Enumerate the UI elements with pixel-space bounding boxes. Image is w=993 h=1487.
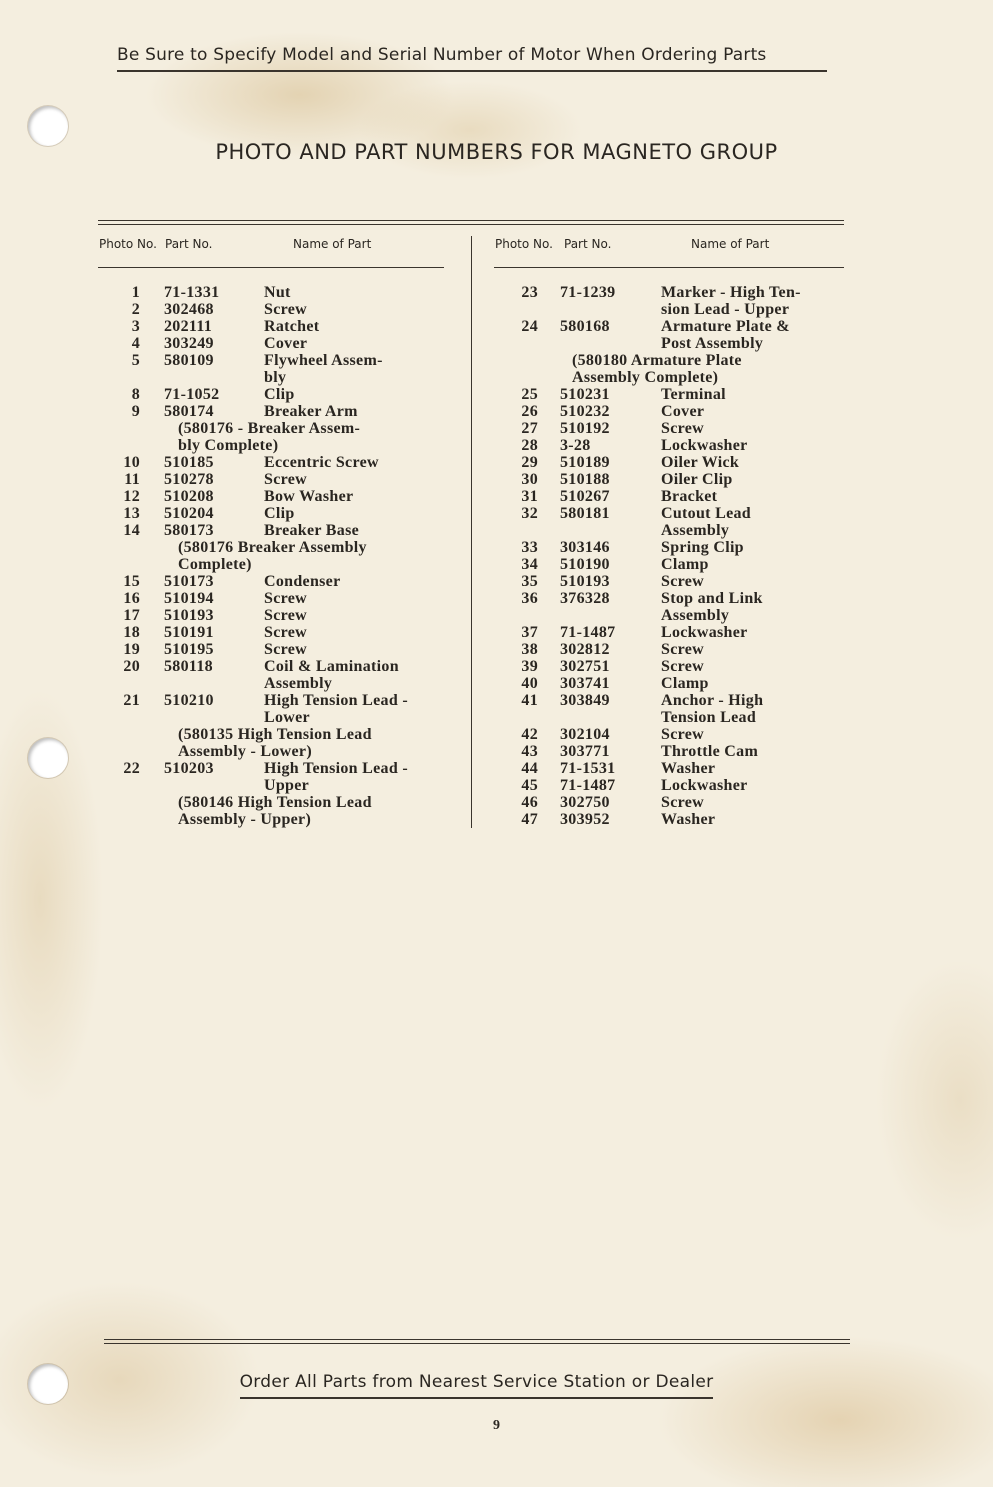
assembly-note: Assembly Complete): [572, 369, 719, 386]
part-name: Clip: [264, 386, 295, 403]
table-row: [494, 556, 854, 573]
part-name: Screw: [661, 658, 704, 675]
part-name: Stop and Link: [661, 590, 763, 607]
part-name: Flywheel Assem-: [264, 352, 383, 369]
photo-number: 45: [521, 777, 538, 794]
part-name: Anchor - High: [661, 692, 764, 709]
part-number: 510208: [164, 488, 214, 505]
photo-number: 15: [123, 573, 140, 590]
table-row: [494, 284, 854, 301]
part-number: 510195: [164, 641, 214, 658]
table-row: [494, 590, 854, 607]
part-name: Tension Lead: [661, 709, 757, 726]
part-number: 510185: [164, 454, 214, 471]
assembly-note: (580135 High Tension Lead: [178, 726, 372, 743]
table-row: [98, 573, 458, 590]
table-row: [98, 794, 458, 811]
photo-number: 41: [521, 692, 538, 709]
part-number: 303849: [560, 692, 610, 709]
part-name: Breaker Arm: [264, 403, 358, 420]
table-row: [98, 556, 458, 573]
photo-number: 23: [521, 284, 538, 301]
part-number: 580173: [164, 522, 214, 539]
table-row: [98, 318, 458, 335]
table-row: [98, 522, 458, 539]
col-header-photo-no: Photo No.: [99, 237, 157, 251]
part-name: Ratchet: [264, 318, 320, 335]
table-row: [494, 692, 854, 709]
table-row: [98, 726, 458, 743]
part-name: Spring Clip: [661, 539, 744, 556]
table-row: [98, 369, 458, 386]
part-name: Screw: [264, 590, 307, 607]
photo-number: 47: [521, 811, 538, 828]
photo-number: 8: [131, 386, 140, 403]
table-row: [98, 658, 458, 675]
part-number: 510278: [164, 471, 214, 488]
part-number: 303741: [560, 675, 610, 692]
part-number: 303249: [164, 335, 214, 352]
part-name: sion Lead - Upper: [661, 301, 790, 318]
table-row: [98, 437, 458, 454]
table-row: [98, 624, 458, 641]
part-name: Cover: [661, 403, 705, 420]
binder-hole: [28, 738, 68, 778]
table-row: [98, 709, 458, 726]
photo-number: 22: [123, 760, 140, 777]
table-row: [494, 352, 854, 369]
part-name: Screw: [661, 794, 704, 811]
table-row: [494, 420, 854, 437]
part-number: 71-1052: [164, 386, 220, 403]
part-name: Breaker Base: [264, 522, 359, 539]
part-number: 302751: [560, 658, 610, 675]
table-row: [494, 743, 854, 760]
photo-number: 40: [521, 675, 538, 692]
part-number: 510231: [560, 386, 610, 403]
part-number: 302104: [560, 726, 610, 743]
part-number: 302468: [164, 301, 214, 318]
photo-number: 44: [521, 760, 538, 777]
part-number: 302750: [560, 794, 610, 811]
part-name: Screw: [661, 573, 704, 590]
part-number: 376328: [560, 590, 610, 607]
part-name: Screw: [264, 301, 307, 318]
part-number: 71-1487: [560, 777, 616, 794]
part-name: High Tension Lead -: [264, 692, 408, 709]
table-row: [98, 284, 458, 301]
part-name: Cutout Lead: [661, 505, 751, 522]
part-name: Washer: [661, 811, 716, 828]
photo-number: 31: [521, 488, 538, 505]
part-name: Armature Plate &: [661, 318, 790, 335]
divider-rule: [104, 1343, 850, 1344]
table-row: [494, 573, 854, 590]
part-name: Assembly: [661, 607, 730, 624]
footer-note: [0, 1372, 993, 1392]
table-row: [98, 488, 458, 505]
part-name: Lower: [264, 709, 310, 726]
table-row: [98, 420, 458, 437]
table-row: [494, 624, 854, 641]
part-number: 580174: [164, 403, 214, 420]
divider-rule: [98, 224, 844, 225]
part-number: 510173: [164, 573, 214, 590]
assembly-note: (580146 High Tension Lead: [178, 794, 372, 811]
photo-number: 14: [123, 522, 140, 539]
assembly-note: Assembly - Upper): [178, 811, 312, 828]
table-row: [494, 403, 854, 420]
part-name: Post Assembly: [661, 335, 764, 352]
part-name: Clamp: [661, 675, 709, 692]
photo-number: 28: [521, 437, 538, 454]
part-name: Nut: [264, 284, 291, 301]
part-number: 580109: [164, 352, 214, 369]
part-name: Screw: [661, 641, 704, 658]
part-number: 580181: [560, 505, 610, 522]
table-row: [98, 335, 458, 352]
table-row: [494, 777, 854, 794]
photo-number: 10: [123, 454, 140, 471]
photo-number: 13: [123, 505, 140, 522]
divider-rule: [98, 220, 844, 221]
photo-number: 26: [521, 403, 538, 420]
part-number: 71-1531: [560, 760, 616, 777]
part-number: 510188: [560, 471, 610, 488]
part-number: 580168: [560, 318, 610, 335]
photo-number: 18: [123, 624, 140, 641]
part-name: Terminal: [661, 386, 726, 403]
part-number: 3-28: [560, 437, 591, 454]
page-title: PHOTO AND PART NUMBERS FOR MAGNETO GROUP: [215, 140, 778, 164]
table-row: [98, 692, 458, 709]
photo-number: 21: [123, 692, 140, 709]
photo-number: 37: [521, 624, 538, 641]
photo-number: 32: [521, 505, 538, 522]
photo-number: 12: [123, 488, 140, 505]
table-row: [98, 777, 458, 794]
table-row: [494, 811, 854, 828]
photo-number: 27: [521, 420, 538, 437]
table-row: [494, 658, 854, 675]
table-row: [98, 454, 458, 471]
table-row: [494, 454, 854, 471]
part-number: 303952: [560, 811, 610, 828]
part-number: 202111: [164, 318, 213, 335]
photo-number: 11: [124, 471, 140, 488]
divider-rule: [104, 1339, 850, 1340]
table-row: [98, 607, 458, 624]
photo-number: 2: [131, 301, 140, 318]
table-row: [494, 607, 854, 624]
photo-number: 34: [521, 556, 538, 573]
table-row: [98, 675, 458, 692]
photo-number: 39: [521, 658, 538, 675]
photo-number: 35: [521, 573, 538, 590]
table-row: [98, 386, 458, 403]
col-header-name: Name of Part: [293, 237, 372, 251]
part-name: Assembly: [264, 675, 333, 692]
part-number: 510204: [164, 505, 214, 522]
photo-number: 43: [521, 743, 538, 760]
assembly-note: (580180 Armature Plate: [572, 352, 742, 369]
part-number: 510210: [164, 692, 214, 709]
photo-number: 29: [521, 454, 538, 471]
part-name: Lockwasher: [661, 777, 748, 794]
photo-number: 5: [131, 352, 140, 369]
part-name: Oiler Clip: [661, 471, 733, 488]
photo-number: 46: [521, 794, 538, 811]
assembly-note: Assembly - Lower): [178, 743, 312, 760]
table-row: [494, 709, 854, 726]
col-header-part-no: Part No.: [564, 237, 612, 251]
table-row: [98, 505, 458, 522]
part-number: 510194: [164, 590, 214, 607]
table-row: [494, 437, 854, 454]
table-row: [98, 743, 458, 760]
part-name: Upper: [264, 777, 310, 794]
assembly-note: Complete): [178, 556, 252, 573]
parts-list-right: [494, 284, 854, 828]
part-number: 302812: [560, 641, 610, 658]
col-header-photo-no: Photo No.: [495, 237, 553, 251]
table-row: [98, 301, 458, 318]
part-name: Oiler Wick: [661, 454, 740, 471]
page-number: 9: [493, 1418, 500, 1433]
photo-number: 17: [123, 607, 140, 624]
part-number: 510189: [560, 454, 610, 471]
part-number: 510191: [164, 624, 214, 641]
table-row: [98, 811, 458, 828]
table-row: [494, 505, 854, 522]
part-name: Screw: [264, 641, 307, 658]
part-name: Coil & Lamination: [264, 658, 399, 675]
table-row: [494, 386, 854, 403]
part-number: 510267: [560, 488, 610, 505]
table-row: [494, 726, 854, 743]
photo-number: 25: [521, 386, 538, 403]
part-number: 510192: [560, 420, 610, 437]
table-row: [494, 760, 854, 777]
table-row: [494, 641, 854, 658]
part-name: High Tension Lead -: [264, 760, 408, 777]
table-row: [494, 488, 854, 505]
table-row: [98, 590, 458, 607]
part-name: Screw: [264, 624, 307, 641]
table-row: [494, 539, 854, 556]
part-name: Eccentric Screw: [264, 454, 379, 471]
table-row: [494, 471, 854, 488]
photo-number: 19: [123, 641, 140, 658]
header-underline: [494, 267, 844, 268]
part-name: Screw: [661, 726, 704, 743]
assembly-note: (580176 Breaker Assembly: [178, 539, 367, 556]
header-underline: [98, 267, 444, 268]
table-row: [494, 335, 854, 352]
part-name: Bow Washer: [264, 488, 354, 505]
table-row: [494, 318, 854, 335]
part-name: Bracket: [661, 488, 718, 505]
part-name: Throttle Cam: [661, 743, 759, 760]
part-name: Clip: [264, 505, 295, 522]
part-name: Screw: [264, 607, 307, 624]
table-row: [98, 641, 458, 658]
photo-number: 4: [131, 335, 140, 352]
part-number: 510203: [164, 760, 214, 777]
part-number: 510193: [164, 607, 214, 624]
table-row: [98, 760, 458, 777]
table-row: [494, 675, 854, 692]
part-name: Lockwasher: [661, 624, 748, 641]
parts-list-left: [98, 284, 458, 828]
part-number: 303771: [560, 743, 610, 760]
table-row: [98, 403, 458, 420]
column-divider: [471, 236, 472, 828]
part-name: bly: [264, 369, 287, 386]
part-name: Condenser: [264, 573, 341, 590]
part-name: Washer: [661, 760, 716, 777]
photo-number: 36: [521, 590, 538, 607]
photo-number: 9: [131, 403, 140, 420]
col-header-part-no: Part No.: [165, 237, 213, 251]
part-name: Marker - High Ten-: [661, 284, 801, 301]
table-row: [98, 471, 458, 488]
part-name: Cover: [264, 335, 308, 352]
part-name: Screw: [661, 420, 704, 437]
photo-number: 38: [521, 641, 538, 658]
photo-number: 30: [521, 471, 538, 488]
part-name: Lockwasher: [661, 437, 748, 454]
part-number: 510193: [560, 573, 610, 590]
part-number: 303146: [560, 539, 610, 556]
part-name: Assembly: [661, 522, 730, 539]
table-row: [98, 352, 458, 369]
table-row: [494, 369, 854, 386]
part-name: Screw: [264, 471, 307, 488]
photo-number: 1: [131, 284, 140, 301]
part-number: 71-1487: [560, 624, 616, 641]
assembly-note: bly Complete): [178, 437, 279, 454]
photo-number: 20: [123, 658, 140, 675]
footer-note-text: Order All Parts from Nearest Service Station or Dealer: [239, 1372, 714, 1392]
part-number: 510232: [560, 403, 610, 420]
ordering-note: Be Sure to Specify Model and Serial Number of Motor When Ordering Parts: [117, 45, 827, 65]
part-number: 71-1239: [560, 284, 616, 301]
table-row: [98, 539, 458, 556]
table-row: [494, 794, 854, 811]
assembly-note: (580176 - Breaker Assem-: [178, 420, 361, 437]
photo-number: 16: [123, 590, 140, 607]
part-name: Clamp: [661, 556, 709, 573]
photo-number: 24: [521, 318, 538, 335]
part-number: 580118: [164, 658, 213, 675]
part-number: 71-1331: [164, 284, 220, 301]
col-header-name: Name of Part: [691, 237, 770, 251]
part-number: 510190: [560, 556, 610, 573]
photo-number: 3: [131, 318, 140, 335]
photo-number: 33: [521, 539, 538, 556]
table-row: [494, 301, 854, 318]
photo-number: 42: [521, 726, 538, 743]
table-row: [494, 522, 854, 539]
